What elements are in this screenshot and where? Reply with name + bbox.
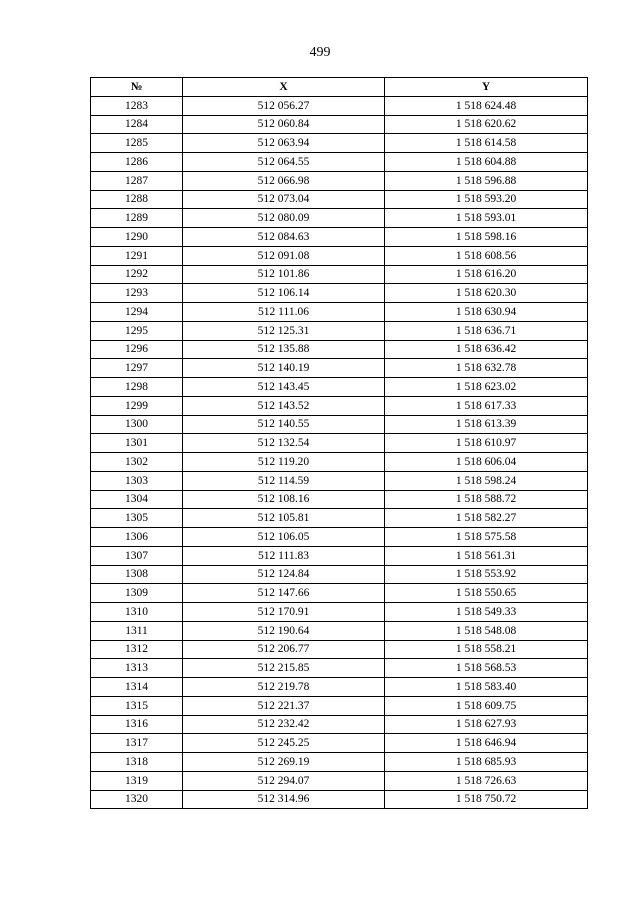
cell-x: 512 084.63	[183, 228, 385, 247]
cell-y: 1 518 646.94	[385, 734, 588, 753]
table-row	[91, 734, 588, 753]
cell-x: 512 125.31	[183, 321, 385, 340]
cell-x: 512 232.42	[183, 715, 385, 734]
cell-x: 512 124.84	[183, 565, 385, 584]
cell-y: 1 518 575.58	[385, 528, 588, 547]
header-x: X	[183, 78, 385, 97]
cell-y: 1 518 620.30	[385, 284, 588, 303]
cell-number: 1291	[91, 246, 183, 265]
cell-x: 512 064.55	[183, 153, 385, 172]
cell-y: 1 518 553.92	[385, 565, 588, 584]
table-row	[91, 378, 588, 397]
cell-y: 1 518 593.20	[385, 190, 588, 209]
cell-number: 1315	[91, 696, 183, 715]
cell-y: 1 518 616.20	[385, 265, 588, 284]
cell-number: 1308	[91, 565, 183, 584]
table-row	[91, 546, 588, 565]
cell-x: 512 206.77	[183, 640, 385, 659]
cell-y: 1 518 627.93	[385, 715, 588, 734]
table-row	[91, 509, 588, 528]
header-row	[91, 78, 588, 97]
cell-number: 1320	[91, 790, 183, 809]
cell-x: 512 143.52	[183, 396, 385, 415]
cell-x: 512 114.59	[183, 471, 385, 490]
cell-x: 512 111.83	[183, 546, 385, 565]
table-row	[91, 753, 588, 772]
cell-x: 512 073.04	[183, 190, 385, 209]
cell-number: 1292	[91, 265, 183, 284]
cell-number: 1302	[91, 453, 183, 472]
table-row	[91, 246, 588, 265]
cell-x: 512 219.78	[183, 678, 385, 697]
table-header	[91, 78, 588, 97]
cell-x: 512 245.25	[183, 734, 385, 753]
cell-number: 1317	[91, 734, 183, 753]
cell-x: 512 105.81	[183, 509, 385, 528]
cell-number: 1297	[91, 359, 183, 378]
cell-y: 1 518 726.63	[385, 771, 588, 790]
table-row	[91, 209, 588, 228]
cell-x: 512 091.08	[183, 246, 385, 265]
cell-y: 1 518 610.97	[385, 434, 588, 453]
table-row	[91, 771, 588, 790]
cell-x: 512 135.88	[183, 340, 385, 359]
cell-x: 512 060.84	[183, 115, 385, 134]
cell-y: 1 518 630.94	[385, 303, 588, 322]
table-row	[91, 359, 588, 378]
table-row	[91, 190, 588, 209]
cell-x: 512 063.94	[183, 134, 385, 153]
cell-x: 512 101.86	[183, 265, 385, 284]
cell-number: 1289	[91, 209, 183, 228]
cell-number: 1318	[91, 753, 183, 772]
cell-number: 1310	[91, 603, 183, 622]
table-row	[91, 303, 588, 322]
table-row	[91, 790, 588, 809]
cell-y: 1 518 582.27	[385, 509, 588, 528]
cell-number: 1293	[91, 284, 183, 303]
cell-y: 1 518 617.33	[385, 396, 588, 415]
cell-number: 1314	[91, 678, 183, 697]
cell-x: 512 106.14	[183, 284, 385, 303]
cell-number: 1286	[91, 153, 183, 172]
cell-y: 1 518 614.58	[385, 134, 588, 153]
cell-number: 1307	[91, 546, 183, 565]
cell-y: 1 518 609.75	[385, 696, 588, 715]
cell-x: 512 132.54	[183, 434, 385, 453]
table-row	[91, 715, 588, 734]
table-body	[91, 96, 588, 809]
table-row	[91, 621, 588, 640]
cell-y: 1 518 598.16	[385, 228, 588, 247]
cell-x: 512 056.27	[183, 96, 385, 115]
cell-x: 512 108.16	[183, 490, 385, 509]
cell-number: 1284	[91, 115, 183, 134]
table-row	[91, 471, 588, 490]
cell-number: 1312	[91, 640, 183, 659]
cell-y: 1 518 583.40	[385, 678, 588, 697]
cell-x: 512 190.64	[183, 621, 385, 640]
cell-x: 512 080.09	[183, 209, 385, 228]
table-row	[91, 678, 588, 697]
header-y: Y	[385, 78, 588, 97]
cell-y: 1 518 623.02	[385, 378, 588, 397]
coordinates-table	[90, 77, 588, 809]
cell-y: 1 518 636.42	[385, 340, 588, 359]
cell-y: 1 518 636.71	[385, 321, 588, 340]
cell-number: 1287	[91, 171, 183, 190]
cell-x: 512 111.06	[183, 303, 385, 322]
cell-number: 1294	[91, 303, 183, 322]
cell-number: 1313	[91, 659, 183, 678]
cell-y: 1 518 613.39	[385, 415, 588, 434]
cell-y: 1 518 593.01	[385, 209, 588, 228]
table-row	[91, 134, 588, 153]
cell-y: 1 518 549.33	[385, 603, 588, 622]
cell-number: 1290	[91, 228, 183, 247]
cell-y: 1 518 632.78	[385, 359, 588, 378]
cell-number: 1283	[91, 96, 183, 115]
table-row	[91, 584, 588, 603]
table-row	[91, 265, 588, 284]
table-row	[91, 453, 588, 472]
cell-x: 512 221.37	[183, 696, 385, 715]
table-row	[91, 565, 588, 584]
cell-x: 512 294.07	[183, 771, 385, 790]
cell-y: 1 518 550.65	[385, 584, 588, 603]
cell-y: 1 518 608.56	[385, 246, 588, 265]
cell-y: 1 518 624.48	[385, 96, 588, 115]
cell-y: 1 518 598.24	[385, 471, 588, 490]
cell-y: 1 518 685.93	[385, 753, 588, 772]
cell-x: 512 170.91	[183, 603, 385, 622]
cell-x: 512 119.20	[183, 453, 385, 472]
header-number: №	[91, 78, 183, 97]
cell-y: 1 518 588.72	[385, 490, 588, 509]
cell-x: 512 140.19	[183, 359, 385, 378]
cell-number: 1298	[91, 378, 183, 397]
table-row	[91, 528, 588, 547]
cell-number: 1301	[91, 434, 183, 453]
table-row	[91, 490, 588, 509]
cell-number: 1311	[91, 621, 183, 640]
table-row	[91, 171, 588, 190]
cell-number: 1300	[91, 415, 183, 434]
table-row	[91, 340, 588, 359]
page-number: 499	[309, 45, 331, 60]
cell-number: 1299	[91, 396, 183, 415]
table-row	[91, 659, 588, 678]
table-row	[91, 603, 588, 622]
cell-y: 1 518 596.88	[385, 171, 588, 190]
cell-x: 512 066.98	[183, 171, 385, 190]
cell-number: 1303	[91, 471, 183, 490]
table-row	[91, 115, 588, 134]
cell-number: 1309	[91, 584, 183, 603]
cell-y: 1 518 604.88	[385, 153, 588, 172]
table-row	[91, 228, 588, 247]
cell-number: 1304	[91, 490, 183, 509]
cell-y: 1 518 558.21	[385, 640, 588, 659]
cell-y: 1 518 606.04	[385, 453, 588, 472]
cell-number: 1319	[91, 771, 183, 790]
cell-x: 512 269.19	[183, 753, 385, 772]
table-row	[91, 96, 588, 115]
cell-x: 512 140.55	[183, 415, 385, 434]
cell-number: 1295	[91, 321, 183, 340]
cell-x: 512 147.66	[183, 584, 385, 603]
table-row	[91, 284, 588, 303]
cell-number: 1285	[91, 134, 183, 153]
table-row	[91, 396, 588, 415]
table-row	[91, 640, 588, 659]
cell-y: 1 518 568.53	[385, 659, 588, 678]
table-row	[91, 434, 588, 453]
table-row	[91, 696, 588, 715]
cell-x: 512 143.45	[183, 378, 385, 397]
cell-y: 1 518 750.72	[385, 790, 588, 809]
table-row	[91, 153, 588, 172]
cell-x: 512 215.85	[183, 659, 385, 678]
cell-number: 1316	[91, 715, 183, 734]
cell-number: 1288	[91, 190, 183, 209]
table-row	[91, 321, 588, 340]
cell-x: 512 106.05	[183, 528, 385, 547]
table-row	[91, 415, 588, 434]
cell-y: 1 518 620.62	[385, 115, 588, 134]
cell-number: 1306	[91, 528, 183, 547]
cell-x: 512 314.96	[183, 790, 385, 809]
cell-y: 1 518 561.31	[385, 546, 588, 565]
cell-number: 1296	[91, 340, 183, 359]
cell-number: 1305	[91, 509, 183, 528]
cell-y: 1 518 548.08	[385, 621, 588, 640]
